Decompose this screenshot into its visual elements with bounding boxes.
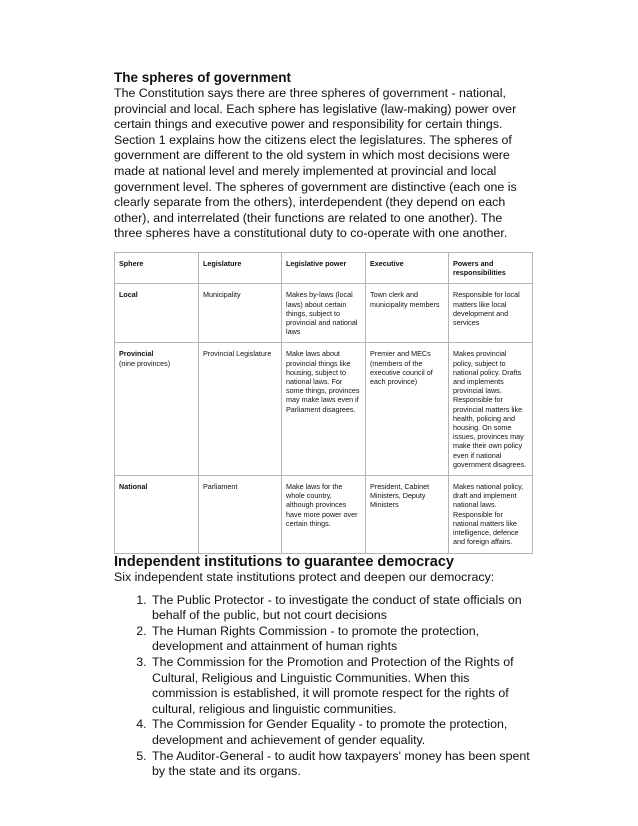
list-item: 2. The Human Rights Commission - to promote the protection, development and attainment of human rights — [150, 624, 532, 655]
table-cell-powers: Makes provincial policy, subject to national policy. Drafts and implements provincial laws. Responsible for provincial matters like health, policing and housing. On some issues, provinces may make their own policy even if national government disagrees. — [449, 343, 533, 476]
column-header-sphere: Sphere — [115, 252, 199, 283]
section-paragraph-spheres: The Constitution says there are three spheres of government - national, provincial and local. Each sphere has legislative (law-making) power over certain things and executive power and responsibility for certain things. Section 1 explains how the citizens elect the legislatures. The spheres of government are different to the old system in which most decisions were made at national level and merely implemented at provincial and local government level. The spheres of government are distinctive (each one is clearly separate from the others), interdependent (they depend on each other), and interrelated (their functions are related to one another). The three spheres have a constitutional duty to co-operate with one another. — [114, 86, 517, 241]
sphere-label: National — [119, 482, 148, 491]
table-cell-sphere — [115, 284, 199, 343]
table-cell-legislative-power: Make laws about provincial things like housing, subject to national laws. For some things, provinces may make laws even if Parliament disagrees. — [282, 343, 366, 476]
sphere-label: Local — [119, 290, 138, 300]
table-cell-executive: President, Cabinet Ministers, Deputy Ministers — [366, 476, 449, 554]
column-header-executive: Executive — [366, 252, 449, 283]
list-item: 5. The Auditor-General - to audit how taxpayers' money has been spent by the state and its organs. — [150, 749, 532, 780]
table-cell-executive: Town clerk and municipality members — [366, 284, 449, 343]
table-cell-powers: Responsible for local matters like local development and services — [449, 284, 533, 343]
sphere-note: (nine provinces) — [119, 358, 171, 368]
table-cell-executive: Premier and MECs (members of the executive council of each province) — [366, 343, 449, 476]
column-header-powers: Powers and responsibilities — [449, 252, 533, 283]
column-header-legislature: Legislature — [199, 252, 282, 283]
table-cell-sphere — [115, 343, 199, 476]
spheres-table — [114, 252, 533, 554]
table-cell-legislative-power: Makes by-laws (local laws) about certain things, subject to provincial and national laws — [282, 284, 366, 343]
table-cell-legislative-power: Make laws for the whole country, although provinces have more power over certain things. — [282, 476, 366, 554]
table-cell-legislature: Provincial Legislature — [199, 343, 282, 476]
list-item: 4. The Commission for Gender Equality - to promote the protection, development and achievement of gender equality. — [150, 717, 532, 748]
table-row — [115, 343, 533, 476]
table-row — [115, 284, 533, 343]
section-heading-spheres: The spheres of government — [114, 70, 292, 85]
list-item: 1. The Public Protector - to investigate the conduct of state officials on behalf of the public, but not court decisions — [150, 593, 532, 624]
institutions-list — [114, 593, 532, 780]
table-cell-powers: Makes national policy, draft and implement national laws. Responsible for national matters like intelligence, defence and foreign affairs. — [449, 476, 533, 554]
table-cell-legislature: Parliament — [199, 476, 282, 554]
section-intro-institutions: Six independent state institutions protect and deepen our democracy: — [114, 570, 495, 584]
table-cell-legislature: Municipality — [199, 284, 282, 343]
table-header-row — [115, 252, 533, 283]
section-heading-institutions: Independent institutions to guarantee democracy — [114, 554, 454, 570]
document-page — [114, 70, 532, 780]
table-cell-sphere — [115, 476, 199, 554]
table-row — [115, 476, 533, 554]
sphere-label: Provincial — [119, 349, 154, 359]
list-item: 3. The Commission for the Promotion and Protection of the Rights of Cultural, Religious and Linguistic Communities. When this commission is established, it will promote respect for the rights of cultural, religious and linguistic communities. — [150, 655, 532, 717]
column-header-legislative-power: Legislative power — [282, 252, 366, 283]
